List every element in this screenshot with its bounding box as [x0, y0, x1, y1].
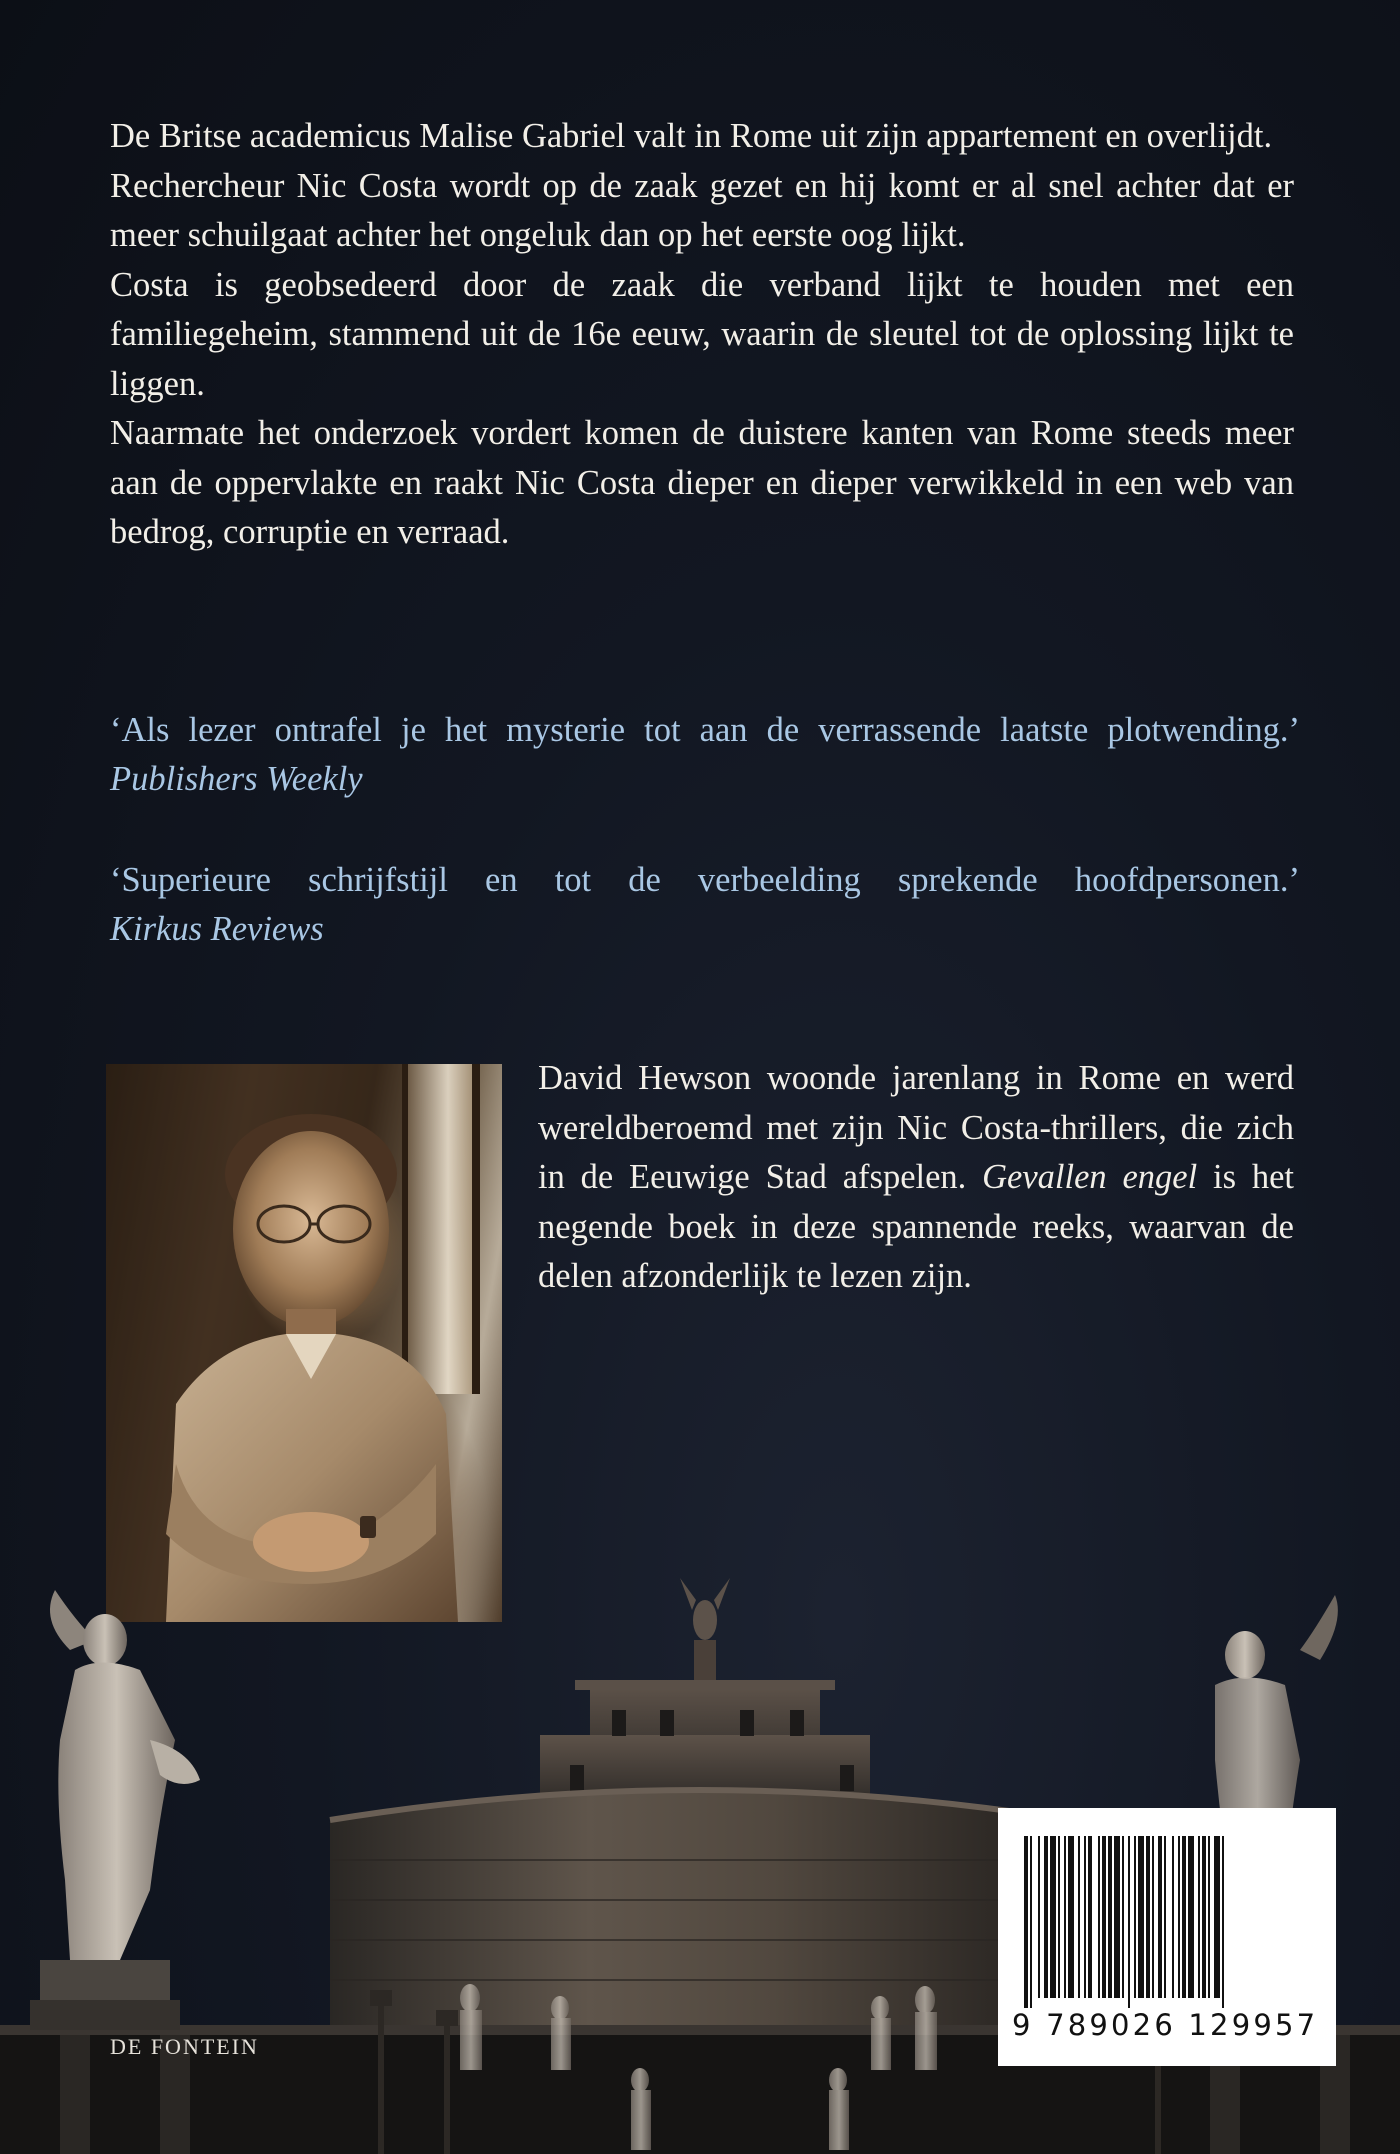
barcode-bar: [1030, 1836, 1032, 2008]
synopsis: [110, 112, 1294, 558]
left-angel-statue: [30, 1590, 200, 2030]
barcode-bar: [1102, 1836, 1106, 1998]
book-title: Gevallen engel: [982, 1158, 1198, 1196]
isbn-number: 9 789026 129957: [1012, 2008, 1319, 2042]
review-quote: [110, 856, 1300, 954]
author-portrait-illustration: [106, 1064, 502, 1622]
barcode-bar: [1038, 1836, 1040, 1998]
barcode-bar: [1108, 1836, 1112, 1998]
barcode-bar: [1024, 1836, 1028, 2008]
barcode-bar: [1222, 1836, 1224, 2008]
barcode-bar: [1044, 1836, 1048, 1998]
publisher-name: DE FONTEIN: [110, 2034, 259, 2059]
barcode-bar: [1088, 1836, 1092, 1998]
bio-text: is het negende boek in deze spannende reeks, waarvan de delen afzonderlijk te lezen zijn.: [538, 1158, 1294, 1295]
synopsis-paragraph: Naarmate het onderzoek vordert komen de duistere kanten van Rome steeds meer aan de oppervlakte en raakt Nic Costa dieper en dieper verwikkeld in een web van bedrog, corruptie en verraad.: [110, 414, 1294, 551]
barcode-bar: [1138, 1836, 1144, 1998]
barcode-bar: [1098, 1836, 1100, 1998]
barcode-bar: [1198, 1836, 1200, 1998]
angel-statue-top: [680, 1578, 730, 1690]
barcode-bar: [1158, 1836, 1162, 1998]
barcode-bar: [1064, 1836, 1066, 1998]
author-bio: [538, 1054, 1294, 1302]
barcode-bar: [1188, 1836, 1194, 1998]
review-quote: [110, 706, 1300, 804]
barcode-bar: [1164, 1836, 1166, 1998]
quote-source: Publishers Weekly: [110, 760, 363, 798]
barcode-bar: [1202, 1836, 1206, 1998]
barcode-bar: [1134, 1836, 1136, 1998]
barcode-bar: [1050, 1836, 1056, 1998]
quote-source: Kirkus Reviews: [110, 910, 324, 948]
isbn-barcode: [998, 1808, 1336, 2066]
barcode-bar: [1146, 1836, 1150, 1998]
barcode-bar: [1178, 1836, 1180, 1998]
synopsis-paragraph: De Britse academicus Malise Gabriel valt in Rome uit zijn appartement en overlijdt.: [110, 117, 1273, 155]
barcode-bar: [1172, 1836, 1174, 1998]
barcode-bar: [1128, 1836, 1130, 2008]
synopsis-paragraph: Costa is geobsedeerd door de zaak die verband lijkt te houden met een familiegeheim, stammend uit de 16e eeuw, waarin de sleutel tot de oplossing lijkt te liggen.: [110, 265, 1294, 403]
author-photo: [106, 1064, 502, 1622]
barcode-bar: [1084, 1836, 1086, 1998]
quote-text: ‘Superieure schrijfstijl en tot de verbeelding sprekende hoofdpersonen.’: [110, 861, 1300, 899]
synopsis-paragraph: Rechercheur Nic Costa wordt op de zaak gezet en hij komt er al snel achter dat er meer schuilgaat achter het ongeluk dan op het eerste oog lijkt.: [110, 166, 1294, 254]
bio-text: David Hewson woonde jarenlang in Rome en werd wereldberoemd met zijn Nic Costa-thrillers, die zich in de Eeuwige Stad afspelen.: [538, 1059, 1294, 1196]
barcode-bar: [1114, 1836, 1120, 1998]
barcode-bar: [1182, 1836, 1186, 1998]
barcode-bar: [1152, 1836, 1154, 1998]
barcode-bar: [1058, 1836, 1060, 1998]
barcode-bar: [1078, 1836, 1080, 1998]
barcode-bar: [1068, 1836, 1074, 1998]
quote-text: ‘Als lezer ontrafel je het mysterie tot aan de verrassende laatste plotwending.’: [110, 711, 1300, 749]
barcode-bar: [1122, 1836, 1124, 1998]
barcode-bar: [1214, 1836, 1220, 1998]
barcode-bar: [1208, 1836, 1210, 1998]
